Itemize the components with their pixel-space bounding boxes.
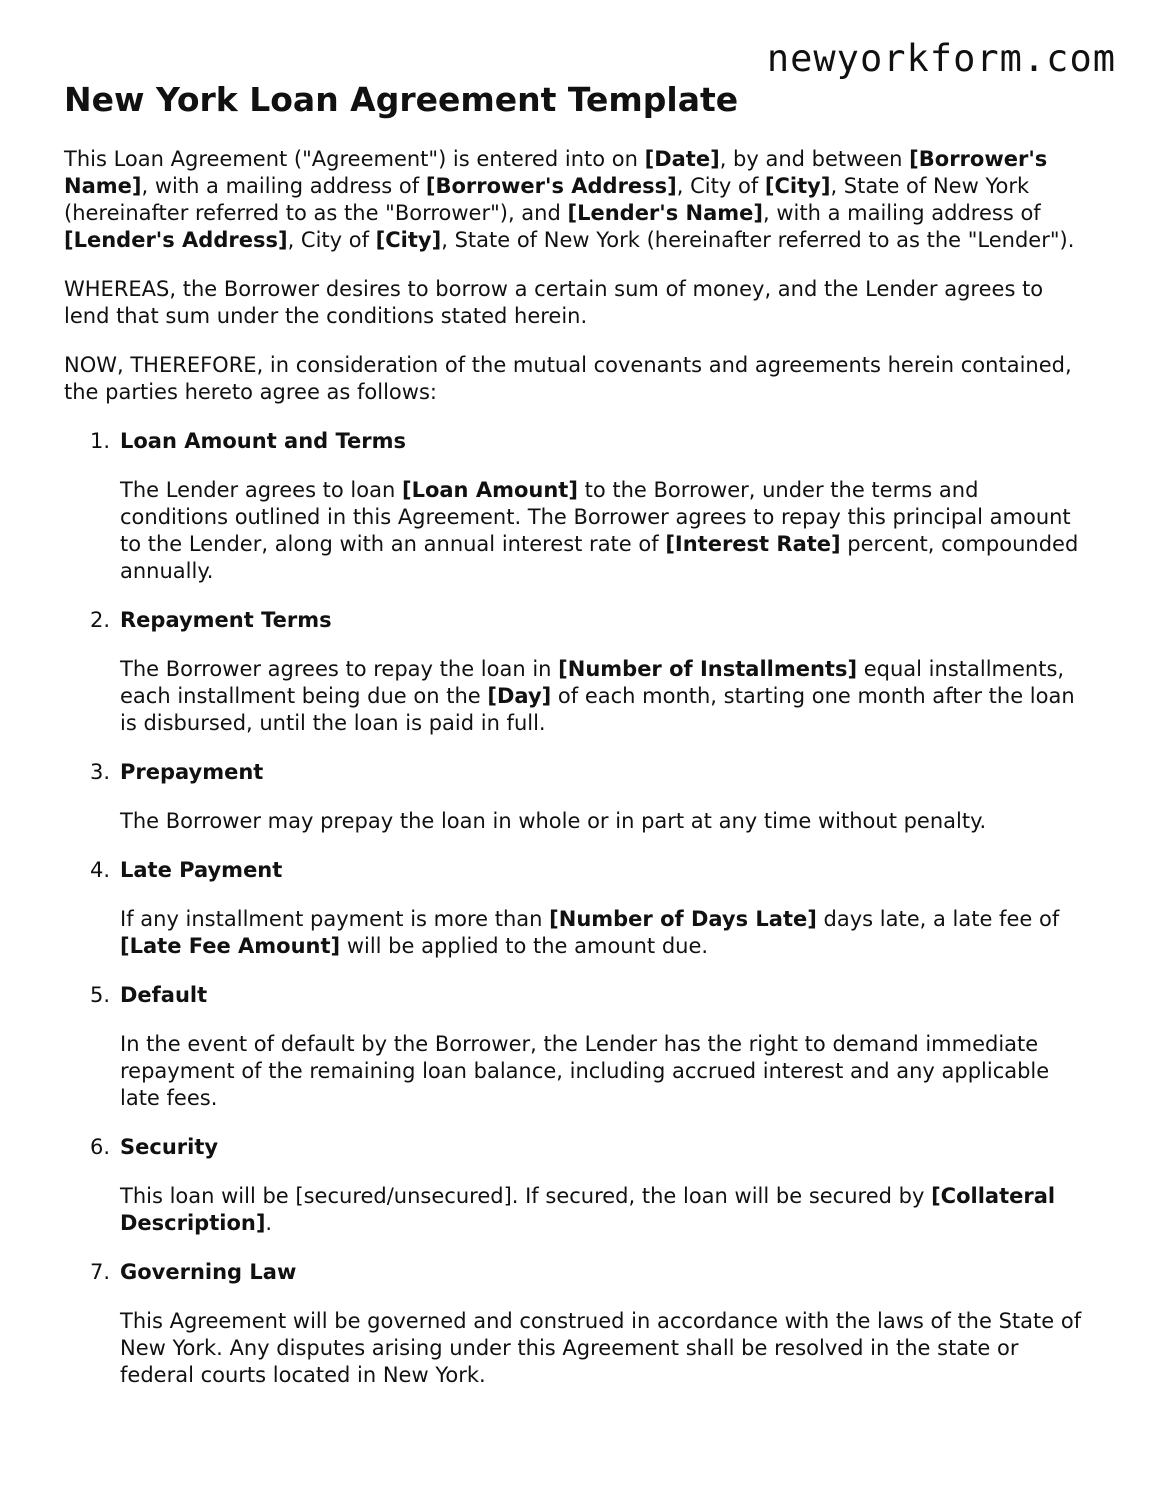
- section-repayment-terms: [64, 607, 1090, 737]
- section-late-payment: [64, 857, 1090, 960]
- section-governing-law: [64, 1259, 1090, 1389]
- document-title: New York Loan Agreement Template: [64, 80, 739, 119]
- section-body: This loan will be [secured/unsecured]. If secured, the loan will be secured by [Collateral Description].: [120, 1183, 1056, 1235]
- placeholder-field: [Late Fee Amount]: [120, 933, 341, 958]
- placeholder-field: [Lender's Address]: [64, 227, 288, 252]
- placeholder-field: [Borrower's Address]: [425, 173, 677, 198]
- section-body: The Lender agrees to loan [Loan Amount] to the Borrower, under the terms and conditions outlined in this Agreement. The Borrower agrees to repay this principal amount to the Lender, along with an annual interest rate of [Interest Rate] percent, compounded annually.: [120, 477, 1079, 583]
- section-number: 1.: [90, 428, 111, 453]
- section-number: 3.: [90, 759, 111, 784]
- section-title: Governing Law: [120, 1259, 297, 1284]
- site-watermark: newyorkform.com: [766, 37, 1116, 80]
- section-title: Repayment Terms: [120, 607, 332, 632]
- section-number: 7.: [90, 1259, 111, 1284]
- section-title: Loan Amount and Terms: [120, 428, 407, 453]
- section-body: The Borrower agrees to repay the loan in [Number of Installments] equal installments, each installment being due on the [Day] of each month, starting one month after the loan is disbursed, until the loan is paid in full.: [120, 656, 1075, 735]
- section-body: The Borrower may prepay the loan in whole or in part at any time without penalty.: [120, 808, 987, 833]
- section-loan-amount: [64, 428, 1090, 585]
- section-body: This Agreement will be governed and construed in accordance with the laws of the State of New York. Any disputes arising under this Agreement shall be resolved in the state or federal courts located in New York.: [120, 1308, 1082, 1387]
- placeholder-field: [Loan Amount]: [401, 477, 578, 502]
- section-body: In the event of default by the Borrower, the Lender has the right to demand immediate repayment of the remaining loan balance, including accrued interest and any applicable late fees.: [120, 1031, 1050, 1110]
- terms-list: [64, 428, 1090, 1389]
- whereas-paragraph: WHEREAS, the Borrower desires to borrow a certain sum of money, and the Lender agrees to lend that sum under the conditions stated herein.: [64, 276, 1044, 328]
- section-number: 2.: [90, 607, 111, 632]
- section-prepayment: [64, 759, 1090, 835]
- placeholder-field: [Day]: [487, 683, 552, 708]
- section-number: 5.: [90, 982, 111, 1007]
- placeholder-field: [Interest Rate]: [665, 531, 841, 556]
- section-title: Security: [120, 1134, 219, 1159]
- section-title: Late Payment: [120, 857, 283, 882]
- document-page: [64, 80, 1090, 1411]
- section-body: If any installment payment is more than [Number of Days Late] days late, a late fee of [Late Fee Amount] will be applied to the amount due.: [120, 906, 1060, 958]
- section-title: Prepayment: [120, 759, 264, 784]
- intro-paragraph: This Loan Agreement ("Agreement") is entered into on [Date], by and between [Borrower's Name], with a mailing address of [Borrower's Address], City of [City], State of New York (hereinafter referred to as the "Borrower"), and [Lender's Name], with a mailing address of [Lender's Address], City of [City], State of New York (hereinafter referred to as the "Lender").: [64, 146, 1075, 252]
- placeholder-field: [Collateral Description]: [120, 1183, 1056, 1235]
- section-number: 6.: [90, 1134, 111, 1159]
- section-default: [64, 982, 1090, 1112]
- now-therefore-paragraph: NOW, THEREFORE, in consideration of the mutual covenants and agreements herein contained, the parties hereto agree as follows:: [64, 352, 1072, 404]
- section-security: [64, 1134, 1090, 1237]
- placeholder-field: [City]: [375, 227, 442, 252]
- placeholder-field: [Borrower's Name]: [64, 146, 1048, 198]
- placeholder-field: [City]: [764, 173, 831, 198]
- placeholder-field: [Number of Days Late]: [549, 906, 817, 931]
- placeholder-field: [Lender's Name]: [567, 200, 763, 225]
- placeholder-field: [Number of Installments]: [558, 656, 858, 681]
- placeholder-field: [Date]: [644, 146, 720, 171]
- section-title: Default: [120, 982, 208, 1007]
- section-number: 4.: [90, 857, 111, 882]
